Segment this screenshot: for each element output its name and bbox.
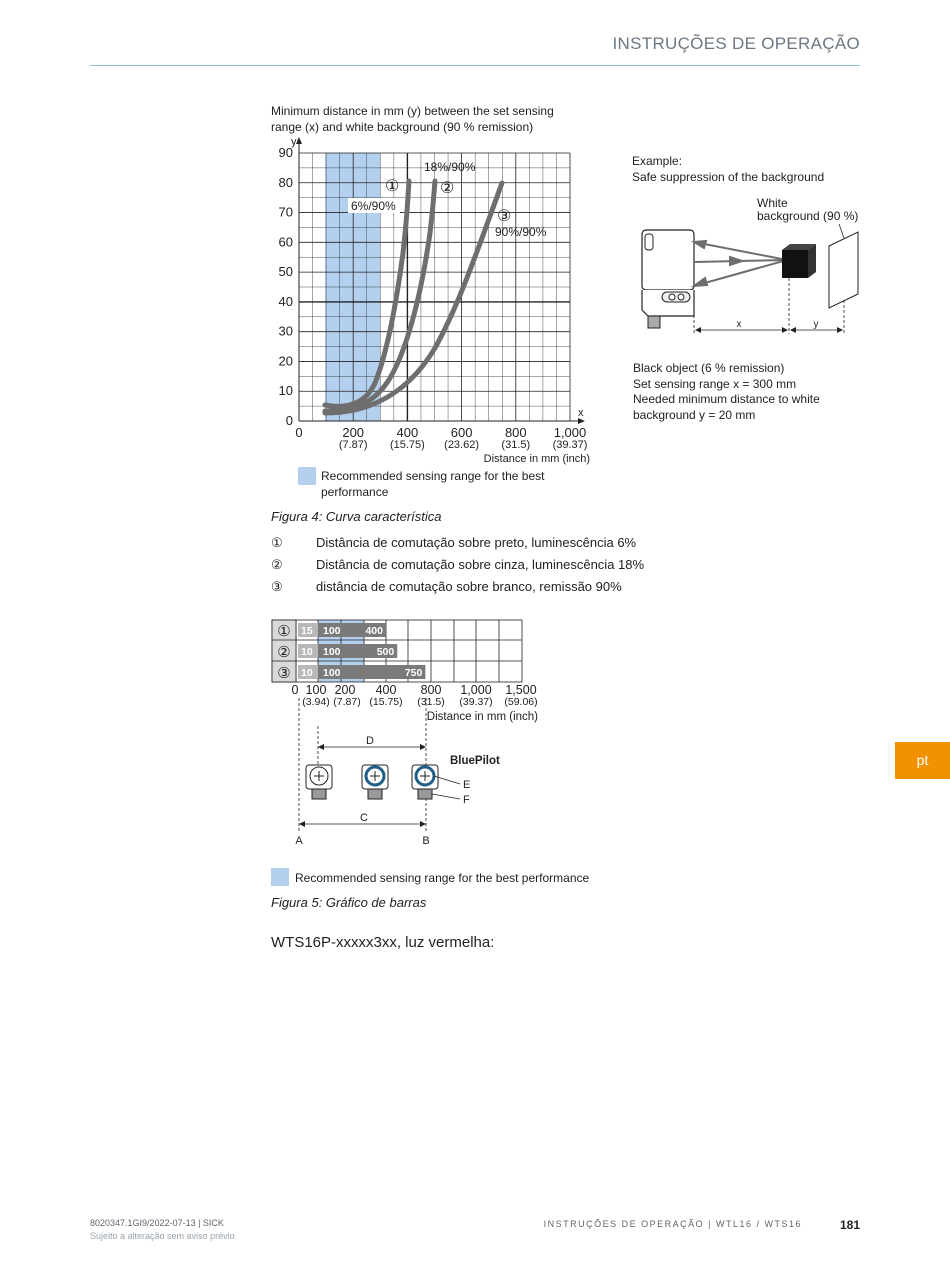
curve-1-marker: ① [385,178,400,195]
x-tick-inch-label: (15.75) [389,439,425,451]
y-tick-label: 0 [285,413,293,428]
page-number: 181 [839,1218,860,1232]
y-axis-letter: y [291,136,297,148]
x-tick-inch-label: (31.5) [501,439,531,451]
f5-x-tick-inch-label: (3.94) [302,696,330,708]
bar-label-end: 500 [376,646,395,658]
sensor-illustration [642,230,694,328]
label-c: C [360,812,368,824]
figure4-legend-swatch [298,467,316,485]
f5-x-tick-label: 0 [291,683,299,697]
y-tick-label: 80 [278,174,293,190]
x-tick-label: 600 [450,425,473,440]
figure5-legend-swatch [271,868,289,886]
dimension-guides [694,278,844,334]
f5-x-tick-label: 1,500 [505,683,537,697]
bar-label-end: 750 [404,667,423,679]
y-tick-label: 40 [278,293,293,309]
f5-x-tick-label: 1,000 [460,683,492,697]
leader-f [432,794,460,799]
curve-1-label: 6%/90% [351,199,396,213]
list-item [271,579,644,601]
figure4-y-ticks [279,145,293,428]
figure5-legend: Recommended sensing range for the best performance [295,871,590,885]
dim-y-label: y [813,319,819,330]
d-arrow-left [318,744,324,750]
figure4-x-title: Distance in mm (inch) [483,453,590,465]
f5-x-tick-inch-label: (31.5) [417,696,445,708]
example-subtitle: Safe suppression of the background [632,170,825,184]
potentiometer-knob-3 [412,765,438,799]
f5-x-tick-inch-label: (59.06) [504,696,538,708]
row-3-number: ③ [277,665,291,682]
beam-lines [694,241,787,286]
label-e: E [463,779,471,791]
f5-x-tick-inch-label: (39.37) [459,696,493,708]
label-f: F [463,794,470,806]
x-tick-label: 400 [396,425,419,440]
bar-label-min: 10 [301,646,313,658]
list-item-text: Distância de comutação sobre preto, luminescência 6% [316,535,637,550]
x-tick-inch-label: (23.62) [444,439,480,451]
white-background-plate [829,232,858,308]
footer-center: INSTRUÇÕES DE OPERAÇÃO | WTL16 / WTS16 [543,1219,802,1229]
list-item-number: ③ [271,579,283,594]
example-diagram [632,220,862,340]
footer-doc-id: 8020347.1GI9/2022-07-13 | SICK [90,1218,224,1228]
x-tick-label: 200 [342,425,365,440]
list-item-number: ② [271,557,283,572]
example-note-line3: Needed minimum distance to white [633,392,820,406]
language-tab-pt[interactable]: pt [895,742,950,779]
x-tick-inch-label: (39.37) [552,439,588,451]
label-d: D [366,735,374,747]
row-1-number: ① [277,623,291,640]
list-item-text: Distância de comutação sobre cinza, luminescência 18% [316,557,645,572]
d-arrow-right [420,744,426,750]
bar-label-min: 10 [301,667,313,679]
f5-x-tick-inch-label: (15.75) [369,696,403,708]
y-tick-label: 50 [278,264,293,280]
list-item [271,535,644,557]
x-tick-label: 0 [295,425,303,440]
row-2-number: ② [277,644,291,661]
label-b: B [422,835,430,847]
f5-x-tick-label: 800 [420,683,442,697]
potentiometer-knob-1 [306,765,332,799]
y-tick-label: 90 [278,145,293,160]
c-arrow-left [299,821,305,827]
dim-x-label: x [736,319,742,330]
curve-legend-list [271,535,644,601]
bar-label-start: 100 [323,625,341,637]
figure5-bars [298,623,425,679]
y-tick-label: 70 [278,204,293,220]
list-item-text: distância de comutação sobre branco, remissão 90% [316,579,622,594]
figure4-legend-line2: performance [321,485,389,499]
curve-2-marker: ② [440,180,455,197]
x-tick-label: 1,000 [553,425,587,440]
f5-x-tick-label: 100 [305,683,327,697]
figure5-x-title: Distance in mm (inch) [426,711,538,723]
bar-label-start: 100 [323,646,341,658]
figure5-figure-caption: Figura 5: Gráfico de barras [271,895,427,910]
bluepilot-label: BluePilot [450,755,500,767]
y-tick-label: 30 [278,323,293,339]
example-note [633,361,820,423]
example-text [632,153,824,185]
figure4-figure-caption: Figura 4: Curva característica [271,509,442,524]
y-tick-label: 20 [278,353,293,369]
figure4-caption-line1: Minimum distance in mm (y) between the set sensing [271,104,554,118]
white-bg-line2: background (90 %) [757,209,859,223]
y-tick-label: 60 [278,234,293,250]
example-note-line4: background y = 20 mm [633,407,756,422]
example-title: Example: [632,154,683,168]
f5-x-tick-label: 200 [334,683,356,697]
page-header-title: INSTRUÇÕES DE OPERAÇÃO [612,34,860,53]
y-tick-label: 10 [278,383,293,399]
white-bg-line1: White [757,196,788,210]
label-a: A [295,835,303,847]
list-item [271,557,644,579]
y-axis-arrow [296,137,302,144]
section-heading: WTS16P-xxxxx3xx, luz vermelha: [271,934,495,951]
x-tick-label: 800 [504,425,527,440]
bar-label-min: 15 [301,625,313,637]
figure4-caption [271,103,554,135]
x-tick-inch-label: (7.87) [338,439,368,451]
list-item-number: ① [271,535,283,550]
curve-3-marker: ③ [497,208,512,225]
example-note-line2: Set sensing range x = 300 mm [633,376,797,391]
x-axis-letter: x [578,407,584,419]
figure4-legend [321,468,544,500]
black-object [782,244,816,278]
bar-label-end: 400 [365,625,383,637]
figure4-legend-line1: Recommended sensing range for the best [321,469,545,483]
f5-x-tick-label: 400 [375,683,397,697]
header-rule [90,65,860,66]
figure4-x-ticks [295,425,587,451]
potentiometer-knob-2 [362,765,388,799]
f5-x-tick-inch-label: (7.87) [333,696,361,708]
figure4-chart [265,133,605,468]
bar-label-start: 100 [323,667,341,679]
figure5-bar-chart [268,616,558,851]
c-arrow-right [420,821,426,827]
figure4-caption-line2: range (x) and white background (90 % remission) [271,120,534,134]
example-note-line1: Black object (6 % remission) [633,361,785,375]
footer-notice: Sujeito a alteração sem aviso prévio [90,1231,235,1241]
curve-2-label: 18%/90% [424,160,476,174]
figure5-x-ticks [292,683,538,708]
curve-3-label: 90%/90% [495,225,547,239]
white-bg-leader [839,224,844,238]
